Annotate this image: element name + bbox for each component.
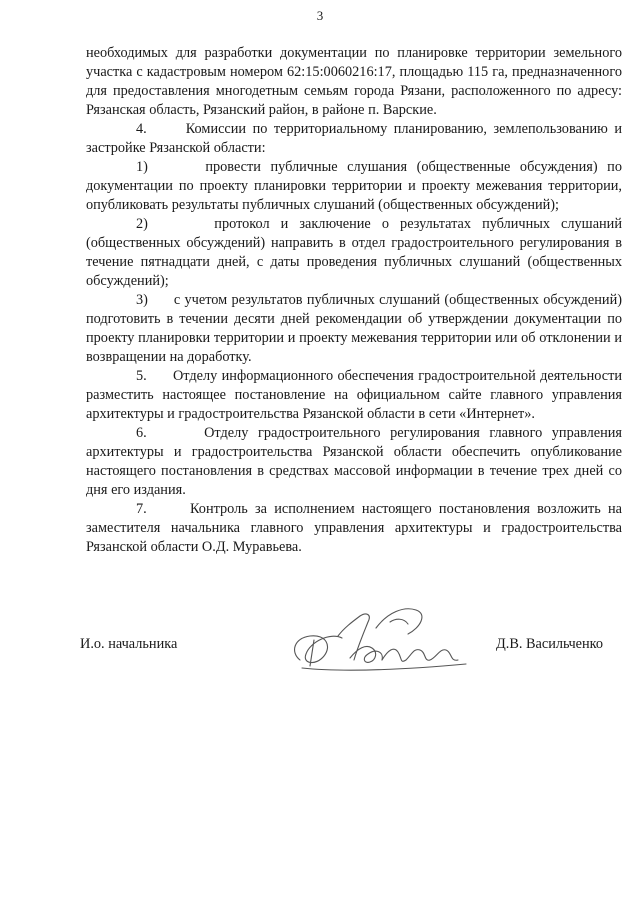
paragraph-4-2: 2) протокол и заключение о результатах публичных слушаний (общественных обсуждений) направить в отдел градостроительного регулирования в течение пятнадцати дней, с даты проведения публичных слушаний (общественных обсуждений); xyxy=(86,216,622,289)
paragraph-4: 4. Комиссии по территориальному планированию, землепользованию и застройке Рязанской области: xyxy=(86,121,622,156)
paragraph-continuation: необходимых для разработки документации по планировке территории земельного участка с кадастровым номером 62:15:0060216:17, площадью 115 га, предназначенного для предоставления многодетным семьям города Рязани, расположенного по адресу: Рязанская область, Рязанский район, в районе п. Варские. xyxy=(86,45,622,118)
signatory-title: И.о. начальника xyxy=(80,636,178,652)
page-number: 3 xyxy=(316,8,324,23)
paragraph-7: 7. Контроль за исполнением настоящего постановления возложить на заместителя начальника главного управления архитектуры и градостроительства Рязанской области О.Д. Муравьева. xyxy=(86,501,622,555)
document-body xyxy=(86,44,622,557)
paragraph-5: 5. Отделу информационного обеспечения градостроительной деятельности разместить настоящее постановление на официальном сайте главного управления архитектуры и градостроительства Рязанской области в сети «Интернет». xyxy=(86,368,622,422)
signatory-name: Д.В. Васильченко xyxy=(496,636,604,652)
paragraph-4-1: 1) провести публичные слушания (общественные обсуждения) по документации по проекту планировки территории и проекту межевания территории, опубликовать результаты публичных слушаний (общественных обсуждений); xyxy=(86,159,622,213)
signature-block xyxy=(0,636,640,696)
paragraph-4-3: 3) с учетом результатов публичных слушаний (общественных обсуждений) подготовить в течении десяти дней рекомендации об утверждении документации по проекту планировки территории и проекту межевания территории или об отклонении и возвращении на доработку. xyxy=(86,292,622,365)
handwritten-signature xyxy=(280,602,480,682)
paragraph-6: 6. Отделу градостроительного регулирования главного управления архитектуры и градостроительства Рязанской области обеспечить опубликование настоящего постановления в средствах массовой информации в течение трех дней со дня его издания. xyxy=(86,425,622,498)
